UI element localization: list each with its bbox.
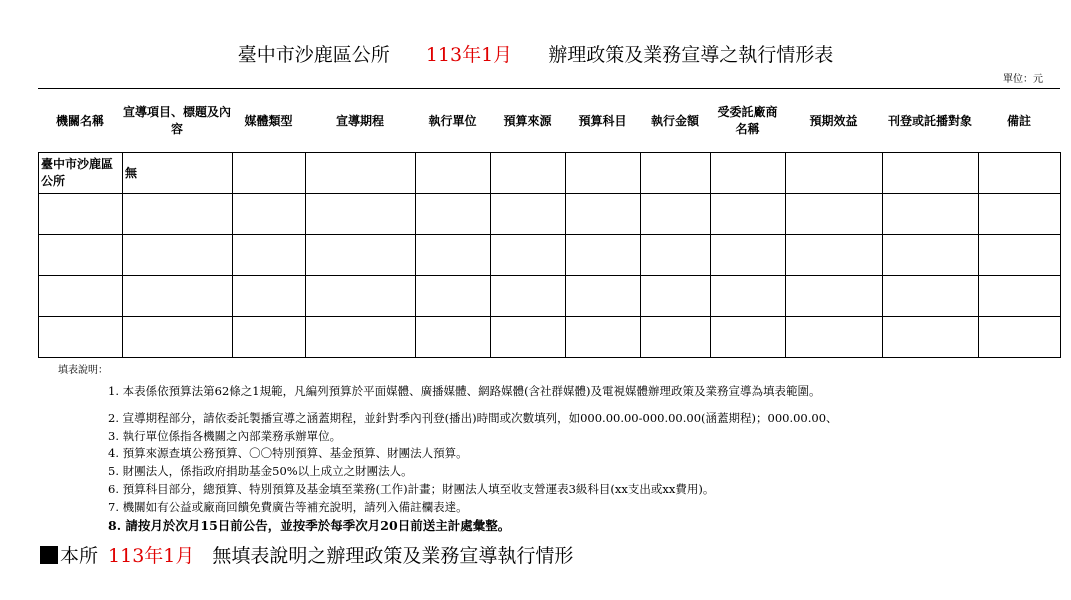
footer-statement xyxy=(40,541,573,568)
table-cell xyxy=(566,153,641,194)
column-header-agency: 機關名稱 xyxy=(55,113,104,128)
table-cell xyxy=(641,276,711,317)
table-cell xyxy=(641,194,711,235)
execution-table xyxy=(38,152,1061,358)
column-header-schedule: 宣導期程 xyxy=(335,113,384,128)
table-cell xyxy=(883,194,979,235)
table-cell xyxy=(416,235,491,276)
table-cell: 無 xyxy=(123,153,233,194)
table-cell xyxy=(786,194,883,235)
table-row xyxy=(39,153,1061,194)
report-title-line xyxy=(0,40,1071,67)
table-cell xyxy=(566,276,641,317)
note-item: 3. 執行單位係指各機關之內部業務承辦單位。 xyxy=(108,429,342,443)
report-period: 113年1月 xyxy=(425,44,513,66)
table-cell xyxy=(786,235,883,276)
table-row xyxy=(39,235,1061,276)
column-header-amount: 執行金額 xyxy=(650,113,699,128)
table-row xyxy=(39,194,1061,235)
table-cell xyxy=(711,153,786,194)
note-item: 2. 宣導期程部分，請依委託製播宣導之涵蓋期程，並針對季內刊登(播出)時間或次數填列，如000.00.00-000.00.00(涵蓋期程)；000.00.00、 xyxy=(108,411,838,425)
footer-prefix: 本所 xyxy=(60,545,99,567)
column-header-target: 刊登或託播對象 xyxy=(888,113,973,128)
table-cell xyxy=(711,317,786,358)
table-cell xyxy=(416,194,491,235)
table-cell xyxy=(306,153,416,194)
table-cell xyxy=(39,317,123,358)
table-cell xyxy=(566,194,641,235)
black-square-icon xyxy=(40,546,58,564)
table-cell xyxy=(883,276,979,317)
table-cell xyxy=(123,194,233,235)
table-cell xyxy=(786,276,883,317)
table-cell xyxy=(491,194,566,235)
column-header-budget-source: 預算來源 xyxy=(503,113,552,128)
table-cell xyxy=(641,317,711,358)
table-cell xyxy=(491,276,566,317)
table-cell xyxy=(233,235,306,276)
table-cell xyxy=(416,317,491,358)
table-cell xyxy=(491,235,566,276)
header-top-rule xyxy=(38,88,1060,89)
footer-period: 113年1月 xyxy=(108,545,195,567)
column-header-exec-unit: 執行單位 xyxy=(428,113,477,128)
table-cell xyxy=(233,153,306,194)
table-cell xyxy=(491,153,566,194)
table-cell xyxy=(416,276,491,317)
table-cell xyxy=(979,194,1061,235)
table-row xyxy=(39,276,1061,317)
table-cell xyxy=(233,317,306,358)
table-cell xyxy=(39,235,123,276)
table-cell: 臺中市沙鹿區公所 xyxy=(39,153,123,194)
column-header-benefit: 預期效益 xyxy=(809,113,858,128)
note-item: 4. 預算來源查填公務預算、〇〇特別預算、基金預算、財團法人預算。 xyxy=(108,446,468,460)
table-cell xyxy=(711,235,786,276)
note-item: 7. 機關如有公益或廠商回饋免費廣告等補充說明，請列入備註欄表達。 xyxy=(108,500,468,514)
report-title: 辦理政策及業務宣導之執行情形表 xyxy=(548,44,834,66)
table-cell xyxy=(306,317,416,358)
table-cell xyxy=(979,235,1061,276)
table-cell xyxy=(123,276,233,317)
column-header-remarks: 備註 xyxy=(1006,113,1031,128)
table-cell xyxy=(641,153,711,194)
table-cell xyxy=(123,235,233,276)
table-cell xyxy=(39,276,123,317)
table-cell xyxy=(491,317,566,358)
note-item: 5. 財團法人，係指政府捐助基金50%以上成立之財團法人。 xyxy=(108,464,413,478)
table-cell xyxy=(883,235,979,276)
column-header-budget-account: 預算科目 xyxy=(578,113,627,128)
column-header-media-type: 媒體類型 xyxy=(244,113,293,128)
notes-heading: 填表說明： xyxy=(58,365,108,376)
table-cell xyxy=(641,235,711,276)
table-cell xyxy=(883,153,979,194)
organization-name: 臺中市沙鹿區公所 xyxy=(237,44,390,66)
table-cell xyxy=(566,317,641,358)
table-cell xyxy=(711,194,786,235)
table-cell xyxy=(233,194,306,235)
table-cell xyxy=(306,276,416,317)
table-row xyxy=(39,317,1061,358)
table-cell xyxy=(786,153,883,194)
table-cell xyxy=(233,276,306,317)
table-header xyxy=(38,92,1060,150)
table-cell xyxy=(786,317,883,358)
table-cell xyxy=(416,153,491,194)
table-cell xyxy=(123,317,233,358)
column-header-vendor: 受委託廠商名稱 xyxy=(717,105,778,136)
unit-label: 單位：元 xyxy=(1003,74,1043,85)
note-item: 8. 請按月於次月15日前公告，並按季於每季次月20日前送主計處彙整。 xyxy=(108,518,511,533)
column-header-item: 宣導項目、標題及內容 xyxy=(122,105,231,136)
note-item: 1. 本表係依預算法第62條之1規範，凡編列預算於平面媒體、廣播媒體、網路媒體(含社群媒體)及電視媒體辦理政策及業務宣導為填表範圍。 xyxy=(108,384,821,398)
table-cell xyxy=(711,276,786,317)
note-item: 6. 預算科目部分，總預算、特別預算及基金填至業務(工作)計畫；財團法人填至收支營運表3級科目(xx支出或xx費用)。 xyxy=(108,482,715,496)
table-cell xyxy=(883,317,979,358)
table-cell xyxy=(566,235,641,276)
table-cell xyxy=(979,276,1061,317)
footer-text: 無填表說明之辦理政策及業務宣導執行情形 xyxy=(212,545,574,567)
table-cell xyxy=(306,235,416,276)
table-cell xyxy=(979,317,1061,358)
table-cell xyxy=(39,194,123,235)
table-cell xyxy=(979,153,1061,194)
table-cell xyxy=(306,194,416,235)
